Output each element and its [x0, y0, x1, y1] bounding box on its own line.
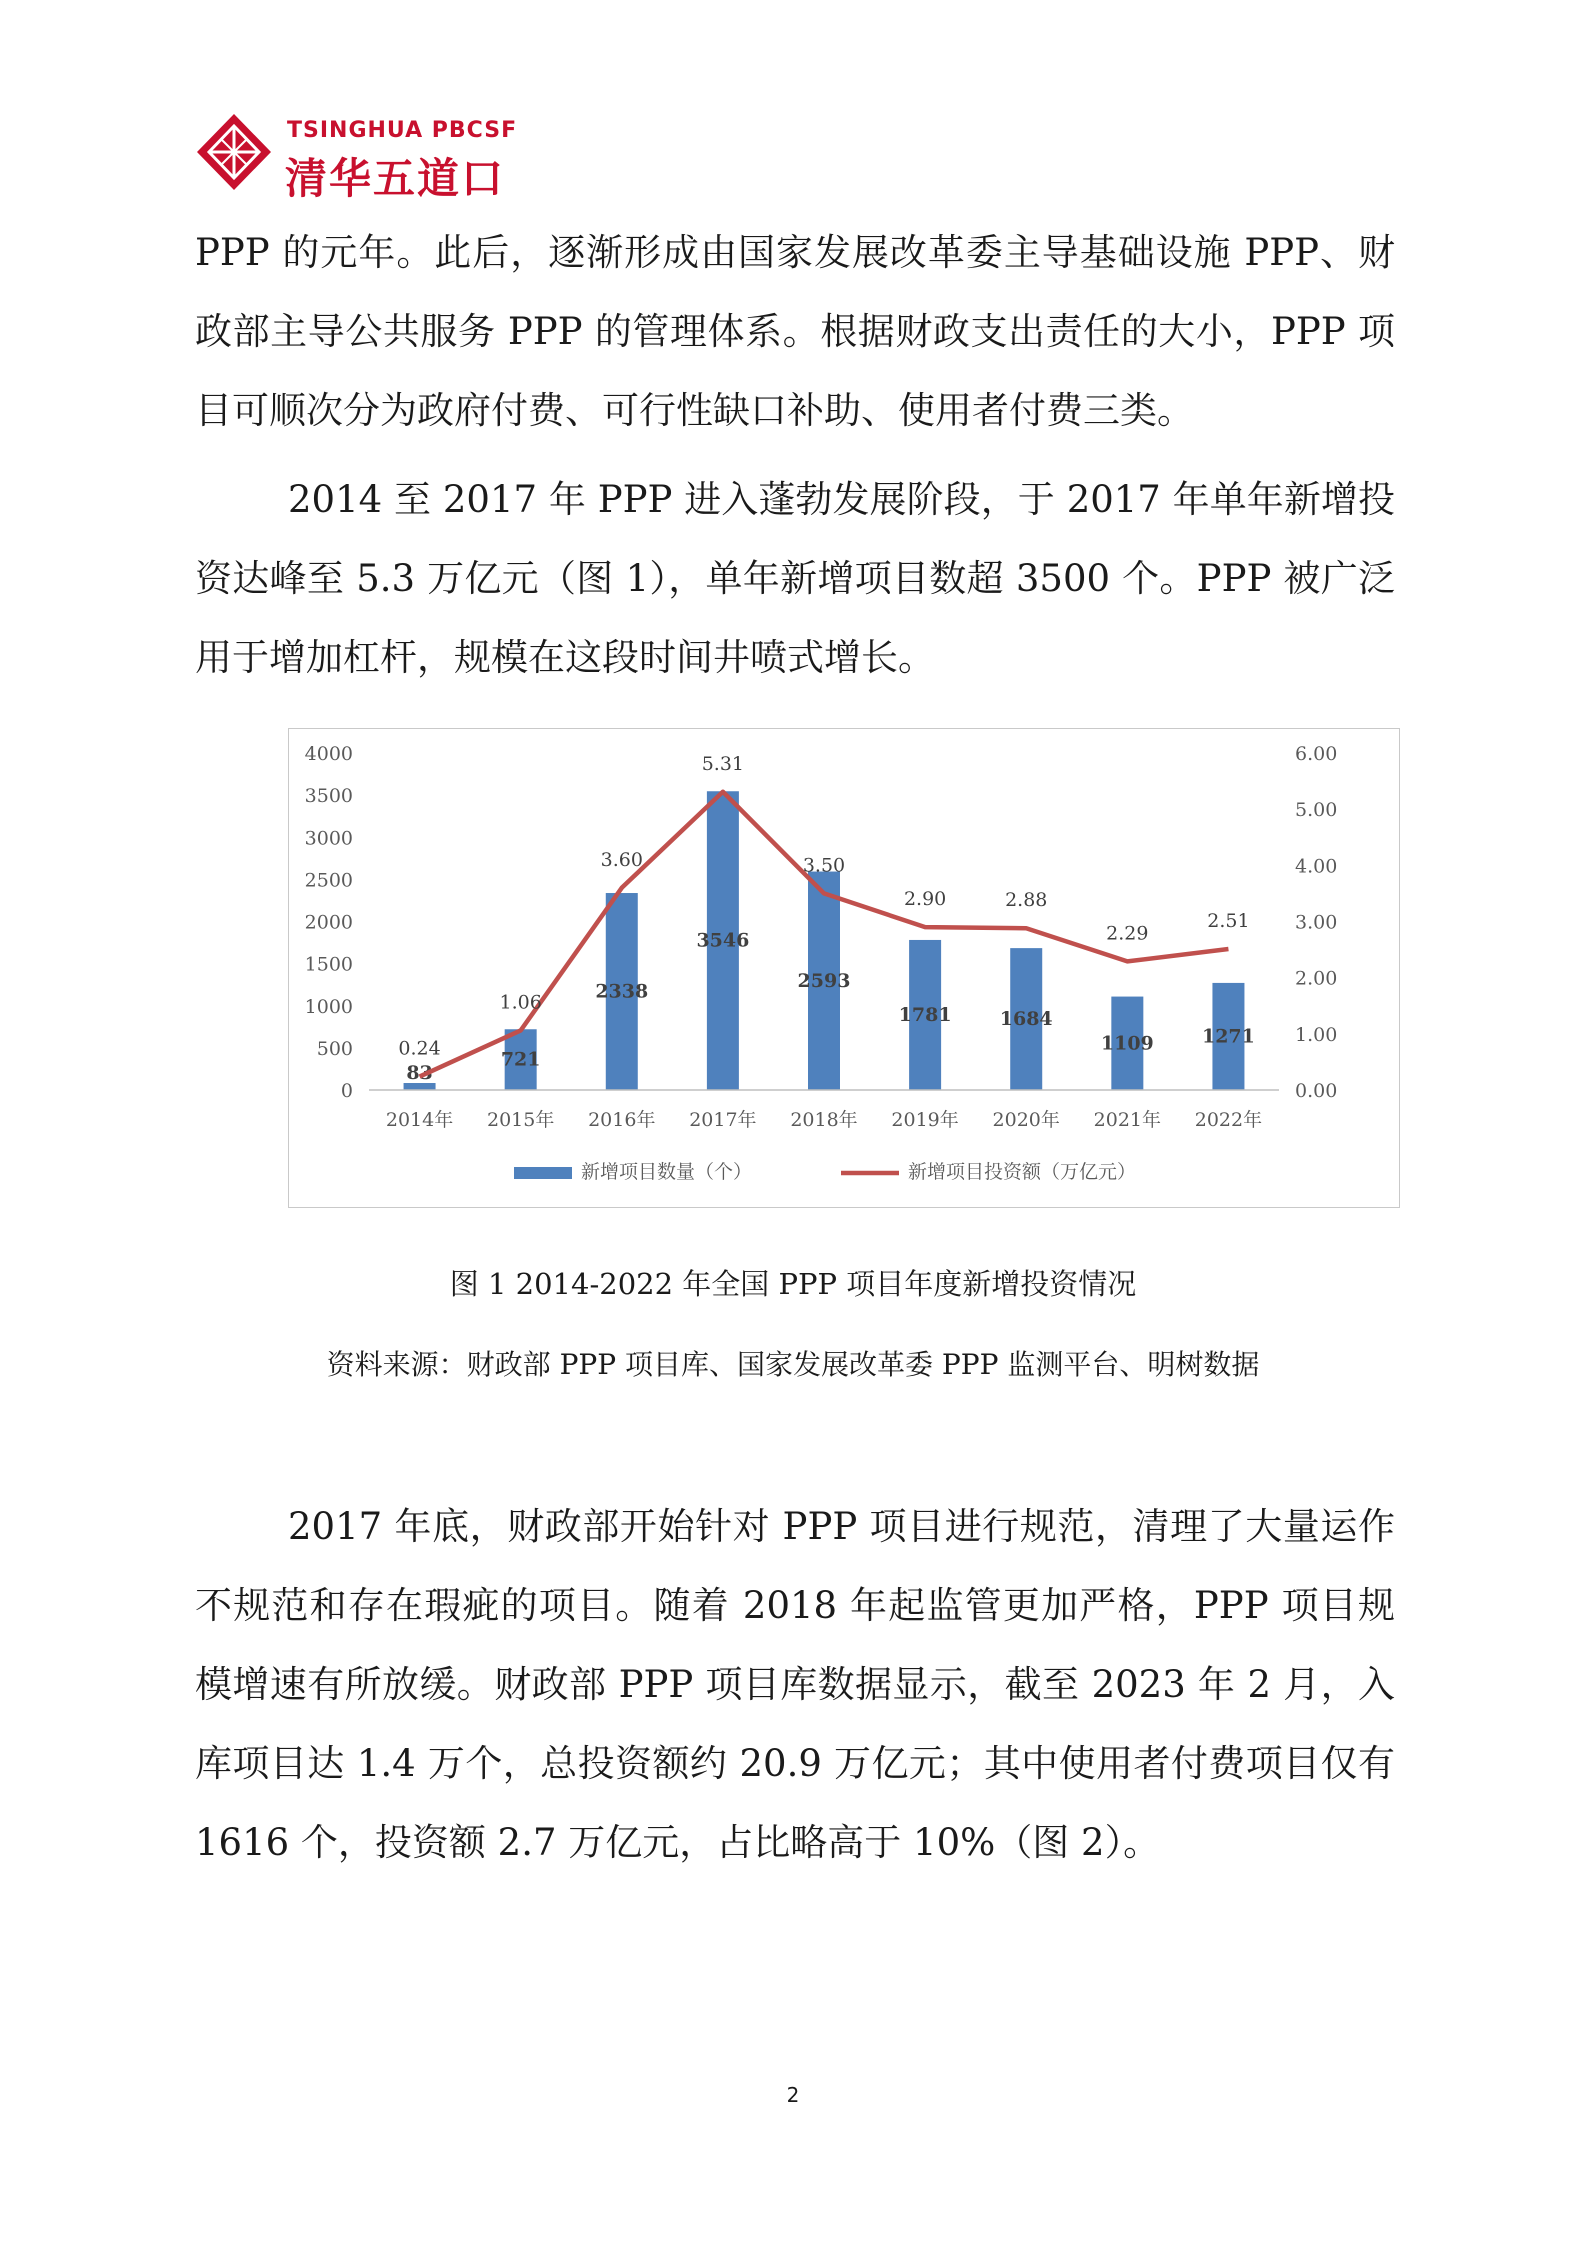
y-right-tick-label: 5.00	[1295, 799, 1338, 822]
x-tick-label: 2016年	[588, 1109, 656, 1131]
line-data-label: 2.90	[903, 888, 947, 911]
legend-bar-label: 新增项目数量（个）	[581, 1161, 753, 1183]
y-left-tick-label: 2000	[304, 911, 353, 934]
page-number: 2	[786, 2083, 800, 2107]
bar-data-label: 1684	[999, 1008, 1053, 1031]
line-data-label: 0.24	[398, 1037, 441, 1060]
logo-english-text: TSINGHUA PBCSF	[287, 118, 518, 143]
x-tick-label: 2020年	[992, 1109, 1060, 1131]
line-data-label: 2.29	[1106, 922, 1149, 945]
y-left-tick-label: 2500	[304, 869, 353, 892]
logo-mark-icon	[195, 112, 273, 192]
x-tick-label: 2021年	[1093, 1109, 1162, 1131]
x-tick-label: 2014年	[385, 1109, 454, 1131]
bar-data-label: 2338	[595, 980, 649, 1003]
y-right-tick-label: 3.00	[1295, 911, 1338, 934]
bar-data-label: 721	[500, 1048, 541, 1071]
y-left-tick-label: 1000	[304, 995, 353, 1018]
bar-data-label: 1109	[1100, 1032, 1154, 1055]
bar-data-label: 2593	[797, 969, 851, 992]
y-right-tick-label: 6.00	[1295, 743, 1338, 765]
y-left-tick-label: 3000	[304, 827, 353, 850]
line-data-label: 1.06	[499, 991, 542, 1014]
y-left-tick-label: 1500	[304, 953, 353, 976]
y-right-tick-label: 2.00	[1295, 967, 1338, 990]
bar-data-label: 83	[406, 1062, 433, 1085]
paragraph-ppp-boom: 2014 至 2017 年 PPP 进入蓬勃发展阶段，于 2017 年单年新增投资达峰至 5.3 万亿元（图 1），单年新增项目数超 3500 个。PPP 被广泛用于增加杠杆，规模在这段时间井喷式增长。	[195, 478, 1395, 679]
line-data-label: 5.31	[701, 752, 745, 775]
x-tick-label: 2015年	[486, 1109, 555, 1131]
ppp-combo-chart	[289, 729, 1399, 1207]
legend-line-label: 新增项目投资额（万亿元）	[908, 1161, 1137, 1183]
x-tick-label: 2019年	[891, 1109, 959, 1131]
y-right-tick-label: 0.00	[1295, 1080, 1338, 1102]
x-tick-label: 2022年	[1194, 1109, 1263, 1131]
figure-source: 资料来源：财政部 PPP 项目库、国家发展改革委 PPP 监测平台、明树数据	[326, 1348, 1260, 1381]
paragraph-ppp-regulation: 2017 年底，财政部开始针对 PPP 项目进行规范，清理了大量运作不规范和存在瑕疵的项目。随着 2018 年起监管更加严格，PPP 项目规模增速有所放缓。财政部 PPP 项目库数据显示，截至 2023 年 2 月，入库项目达 1.4 万个，总投资额约 20.9 万亿元；其中使用者付费项目仅有 1616 个，投资额 2.7 万亿元，占比略高于 10%（图 2）。	[195, 1505, 1395, 1864]
y-right-tick-label: 4.00	[1295, 855, 1338, 878]
header-logo	[195, 112, 525, 202]
ppp-chart-frame	[288, 728, 1400, 1208]
bar-data-label: 3546	[696, 929, 750, 952]
line-data-label: 3.60	[600, 848, 643, 871]
bar-new-projects	[404, 1083, 436, 1090]
line-data-label: 2.88	[1005, 889, 1048, 912]
y-left-tick-label: 0	[340, 1080, 353, 1102]
x-tick-label: 2018年	[790, 1109, 858, 1131]
line-data-label: 3.50	[802, 854, 846, 877]
logo-chinese-text: 清华五道口	[285, 154, 506, 203]
y-left-tick-label: 3500	[304, 785, 353, 808]
figure-caption: 图 1 2014-2022 年全国 PPP 项目年度新增投资情况	[449, 1267, 1137, 1301]
paragraph-ppp-management: PPP 的元年。此后，逐渐形成由国家发展改革委主导基础设施 PPP、财政部主导公共服务 PPP 的管理体系。根据财政支出责任的大小，PPP 项目可顺次分为政府付费、可行性缺口补助、使用者付费三类。	[195, 231, 1395, 432]
x-tick-label: 2017年	[689, 1109, 757, 1131]
y-right-tick-label: 1.00	[1295, 1023, 1338, 1046]
y-left-tick-label: 500	[316, 1037, 353, 1060]
bar-data-label: 1781	[898, 1003, 952, 1026]
y-left-tick-label: 4000	[304, 743, 353, 765]
line-data-label: 2.51	[1207, 910, 1250, 933]
legend-bar-swatch	[514, 1167, 572, 1179]
bar-data-label: 1271	[1201, 1025, 1255, 1048]
